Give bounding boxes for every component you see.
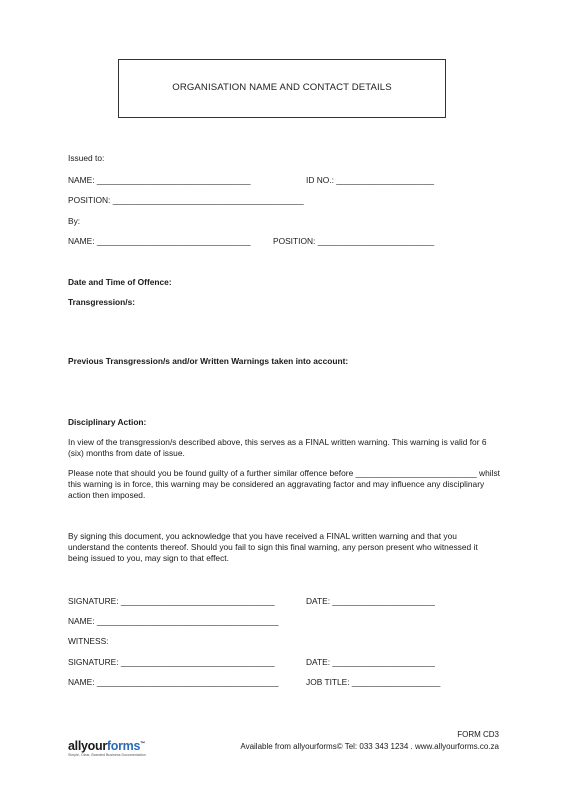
- previous-transgressions-label: Previous Transgression/s and/or Written Warnings taken into account:: [68, 356, 349, 366]
- further-offence-text-start: Please note that should you be found guilty of a further similar offence before: [68, 468, 356, 478]
- by-position-label: POSITION:: [273, 236, 316, 246]
- logo-all: all: [68, 739, 81, 753]
- witness-job-title-row: [306, 677, 440, 688]
- issued-to-position-row: [68, 195, 304, 206]
- acknowledgement-paragraph: By signing this document, you acknowledge that you have received a FINAL written warning and that you understand the contents thereof. Should you fail to sign this final warning, any person present who witnessed it being issued to you, may sign to that effect.: [68, 531, 478, 563]
- organisation-header-title: ORGANISATION NAME AND CONTACT DETAILS: [172, 82, 392, 94]
- issued-to-name-row: [68, 175, 251, 186]
- by-name-row: [68, 236, 251, 247]
- witness-name-label: NAME:: [68, 677, 95, 687]
- logo-your: your: [81, 739, 107, 753]
- witness-date-row: [306, 657, 435, 668]
- witness-signature-label: SIGNATURE:: [68, 657, 119, 667]
- logo-wordmark: [68, 738, 146, 754]
- transgression-label: Transgression/s:: [68, 297, 136, 307]
- further-offence-text-end: whilst this warning is in force, this warning may be considered an aggravating factor and may influence any disciplinary action then imposed.: [68, 468, 500, 500]
- employee-name-label: NAME:: [68, 616, 95, 626]
- form-code: FORM CD3: [457, 730, 499, 739]
- issued-to-position-field[interactable]: _________________________________________: [112, 195, 304, 205]
- employee-signature-field[interactable]: _________________________________: [120, 596, 275, 606]
- issued-to-name-label: NAME:: [68, 175, 95, 185]
- logo-tagline: Simple, Clear, Branded Business Documentation: [68, 753, 146, 758]
- employee-signature-label: SIGNATURE:: [68, 596, 119, 606]
- issued-to-label: Issued to:: [68, 153, 105, 163]
- issued-to-name-field[interactable]: _________________________________: [96, 175, 251, 185]
- witness-signature-field[interactable]: _________________________________: [120, 657, 275, 667]
- logo-trademark: ™: [140, 740, 145, 747]
- organisation-header-box: [118, 59, 446, 118]
- employee-name-row: [68, 616, 279, 627]
- further-offence-date-field[interactable]: __________________________: [355, 468, 477, 478]
- employee-signature-row: [68, 596, 275, 607]
- employee-name-field[interactable]: _______________________________________: [96, 616, 279, 626]
- final-warning-paragraph: In view of the transgression/s described above, this serves as a FINAL written warning. This warning is valid for 6 (six) months from date of issue.: [68, 437, 487, 458]
- employee-date-label: DATE:: [306, 596, 331, 606]
- further-offence-paragraph: [68, 468, 500, 501]
- witness-date-field[interactable]: ______________________: [332, 657, 435, 667]
- issued-to-id-row: [306, 175, 434, 186]
- witness-job-title-field[interactable]: ___________________: [351, 677, 441, 687]
- allyourforms-logo: [68, 738, 146, 758]
- issued-to-id-label: ID NO.:: [306, 175, 334, 185]
- witness-date-label: DATE:: [306, 657, 331, 667]
- witness-job-title-label: JOB TITLE:: [306, 677, 350, 687]
- issued-to-position-label: POSITION:: [68, 195, 111, 205]
- footer-availability: Available from allyourforms© Tel: 033 343 1234 . www.allyourforms.co.za: [240, 742, 499, 751]
- disciplinary-action-label: Disciplinary Action:: [68, 417, 147, 427]
- witness-label: WITNESS:: [68, 636, 109, 646]
- employee-date-row: [306, 596, 435, 607]
- by-name-label: NAME:: [68, 236, 95, 246]
- witness-name-field[interactable]: _______________________________________: [96, 677, 279, 687]
- witness-signature-row: [68, 657, 275, 668]
- by-position-field[interactable]: _________________________: [317, 236, 435, 246]
- by-position-row: [273, 236, 434, 247]
- employee-date-field[interactable]: ______________________: [332, 596, 435, 606]
- by-name-field[interactable]: _________________________________: [96, 236, 251, 246]
- logo-forms: forms: [106, 739, 141, 753]
- witness-name-row: [68, 677, 279, 688]
- issued-to-id-field[interactable]: _____________________: [336, 175, 435, 185]
- by-label: By:: [68, 216, 81, 226]
- date-time-offence-label: Date and Time of Offence:: [68, 277, 172, 287]
